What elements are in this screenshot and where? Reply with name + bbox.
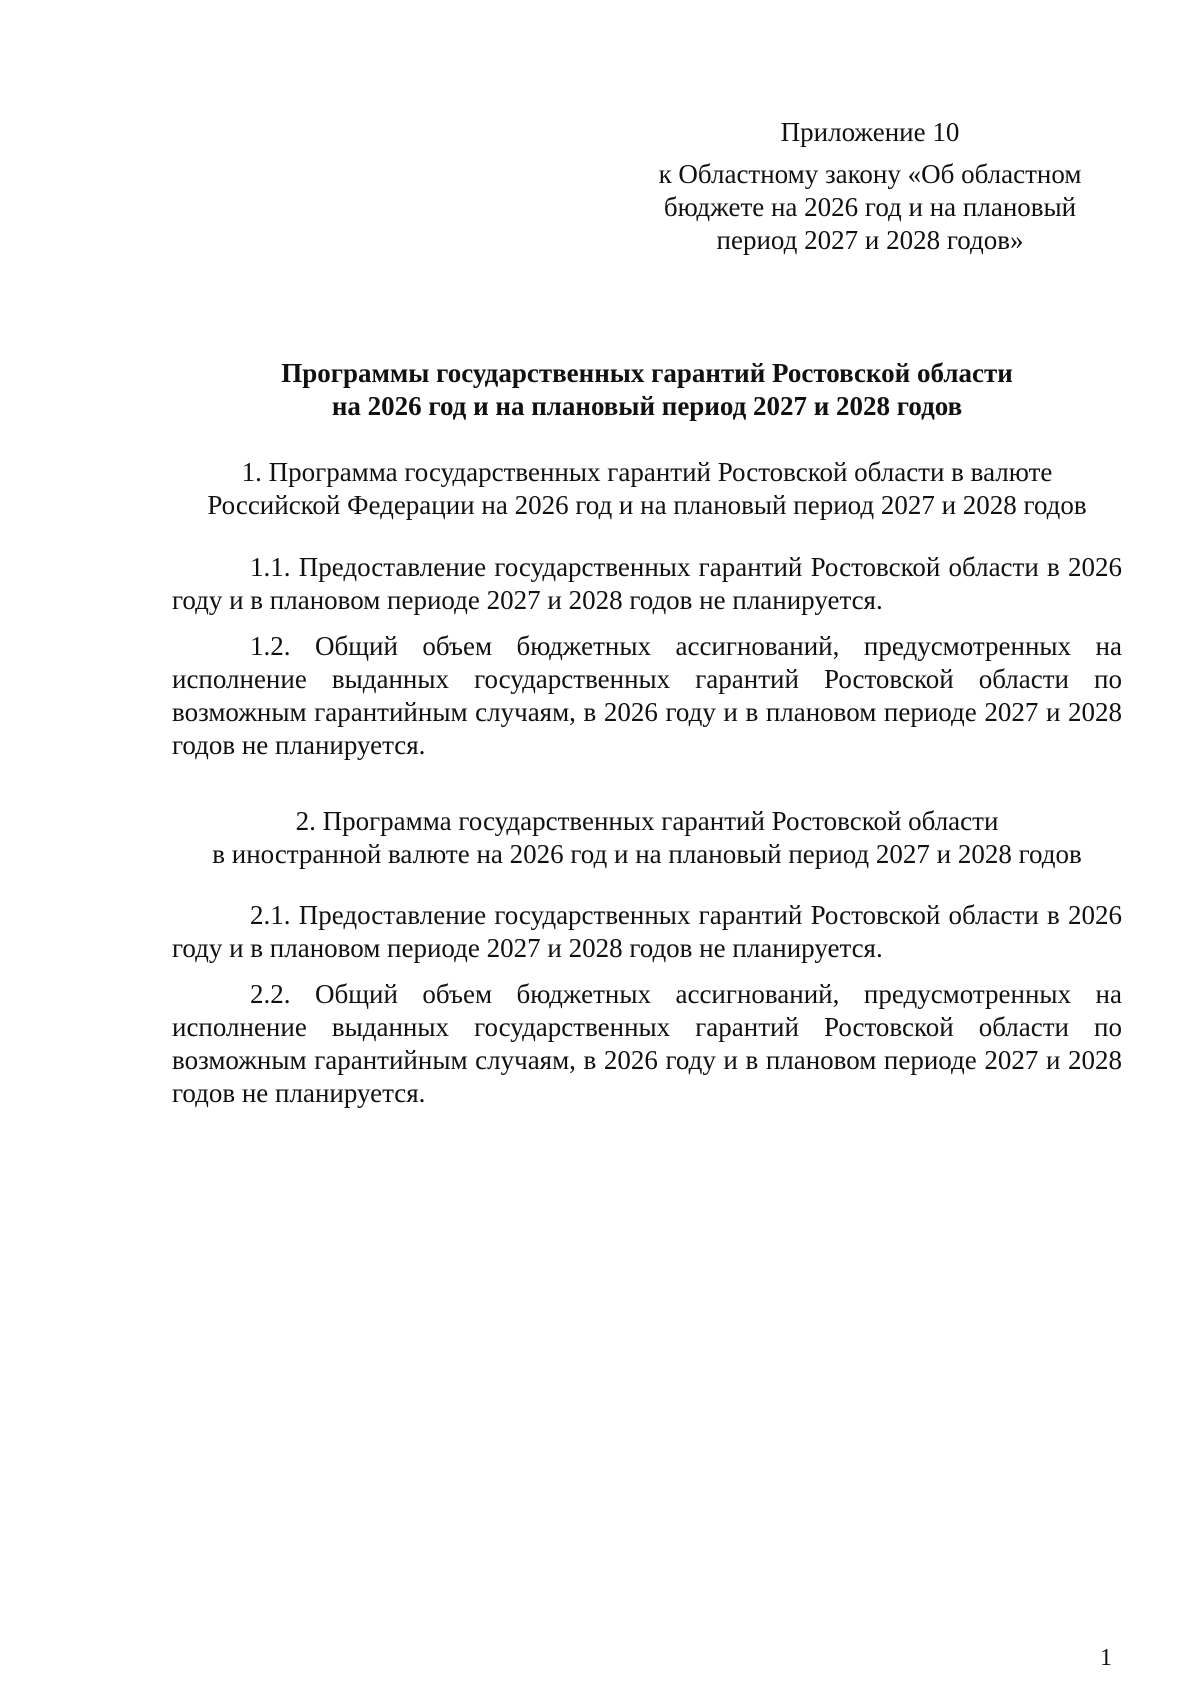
document-title-line: Программы государственных гарантий Ростовской области [281, 358, 1013, 388]
section-2-title [172, 805, 1122, 871]
page-number: 1 [1100, 1645, 1112, 1671]
document-title [172, 357, 1122, 423]
section-title-line: в иностранной валюте на 2026 год и на плановый период 2027 и 2028 годов [212, 839, 1082, 869]
appendix-reference [640, 158, 1100, 257]
appendix-reference-line: период 2027 и 2028 годов» [716, 225, 1024, 255]
section-title-line: 1. Программа государственных гарантий Ростовской области в валюте [241, 457, 1053, 487]
paragraph-1-2: 1.2. Общий объем бюджетных ассигнований, предусмотренных на исполнение выданных государственных гарантий Ростовской области по возможным гарантийным случаям, в 2026 году и в плановом периоде 2027 и 2028 годов не планируется. [172, 631, 1122, 760]
paragraph-2-1: 2.1. Предоставление государственных гарантий Ростовской области в 2026 году и в плановом периоде 2027 и 2028 годов не планируется. [172, 900, 1122, 963]
paragraph-2-2: 2.2. Общий объем бюджетных ассигнований, предусмотренных на исполнение выданных государственных гарантий Ростовской области по возможным гарантийным случаям, в 2026 году и в плановом периоде 2027 и 2028 годов не планируется. [172, 979, 1122, 1108]
section-title-line: Российской Федерации на 2026 год и на плановый период 2027 и 2028 годов [207, 490, 1087, 520]
document-title-line: на 2026 год и на плановый период 2027 и 2028 годов [331, 391, 963, 421]
appendix-reference-line: к Областному закону «Об областном [658, 159, 1082, 189]
appendix-title: Приложение 10 [780, 117, 960, 147]
paragraph-1-1: 1.1. Предоставление государственных гарантий Ростовской области в 2026 году и в плановом периоде 2027 и 2028 годов не планируется. [172, 552, 1122, 615]
section-title-line: 2. Программа государственных гарантий Ростовской области [295, 806, 999, 836]
appendix-reference-line: бюджете на 2026 год и на плановый [663, 192, 1077, 222]
section-1-title [172, 456, 1122, 522]
